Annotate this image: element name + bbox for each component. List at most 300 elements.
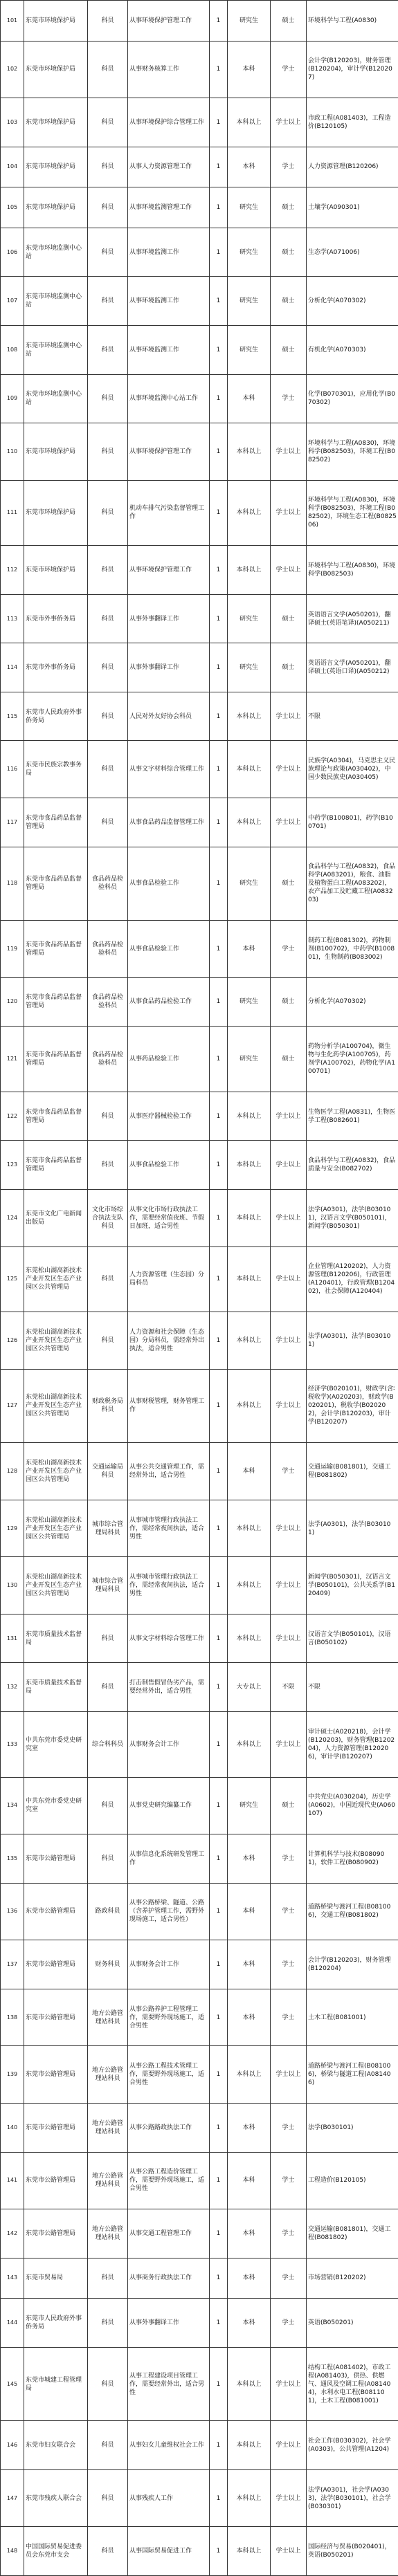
major-cell: 道路桥梁与渡河工程(B081006)，交通工程(B081802) xyxy=(307,1883,398,1940)
headcount-cell: 1 xyxy=(210,1883,228,1940)
duty-cell: 从事环境保护综合管理工作 xyxy=(128,98,210,147)
education-cell: 本科以上 xyxy=(228,1141,271,1190)
headcount-cell: 1 xyxy=(210,977,228,1027)
education-cell: 本科以上 xyxy=(228,2527,271,2576)
table-row xyxy=(1,741,398,798)
duty-cell: 打击制售假冒伪劣产品，需要经常外出，适合男性 xyxy=(128,1663,210,1712)
row-number-cell: 112 xyxy=(1,546,24,595)
position-cell: 科员 xyxy=(88,2469,128,2527)
table-row xyxy=(1,480,398,546)
row-number-cell: 133 xyxy=(1,1712,24,1778)
duty-cell: 从事环境保护管理工作 xyxy=(128,1,210,42)
table-row xyxy=(1,187,398,228)
position-cell: 地方公路管理站科员 xyxy=(88,2046,128,2104)
unit-cell: 东莞松山湖高新技术产业开发区生态产业园区公共管理局 xyxy=(24,1312,88,1370)
duty-cell: 从事文字材料综合管理工作 xyxy=(128,741,210,798)
headcount-cell: 1 xyxy=(210,847,228,921)
position-cell: 科员 xyxy=(88,1,128,42)
position-cell: 科员 xyxy=(88,98,128,147)
major-cell: 食品科学与工程(A0832)，食品质量与安全(B082702) xyxy=(307,1141,398,1190)
headcount-cell: 1 xyxy=(210,1,228,42)
row-number-cell: 117 xyxy=(1,798,24,847)
major-cell: 英语语言文学(A050201)，翻译硕士(英语口译)(A050212) xyxy=(307,643,398,692)
unit-cell: 东莞市公路管理局 xyxy=(24,2152,88,2209)
unit-cell: 东莞市环境保护局 xyxy=(24,147,88,187)
major-cell: 环境科学与工程(A0830)，环境科学(B082503) xyxy=(307,546,398,595)
headcount-cell: 1 xyxy=(210,228,228,277)
education-cell: 本科以上 xyxy=(228,2469,271,2527)
row-number-cell: 124 xyxy=(1,1189,24,1246)
degree-cell: 学士以上 xyxy=(271,2046,307,2104)
row-number-cell: 118 xyxy=(1,847,24,921)
row-number-cell: 131 xyxy=(1,1614,24,1663)
duty-cell: 从事外事翻译工作 xyxy=(128,643,210,692)
position-cell: 综合科科员 xyxy=(88,1712,128,1778)
duty-cell: 从事环境监测管理工作 xyxy=(128,187,210,228)
headcount-cell: 1 xyxy=(210,2299,228,2348)
unit-cell: 东莞市食品药品监督管理局 xyxy=(24,977,88,1027)
table-row xyxy=(1,98,398,147)
degree-cell: 学士以上 xyxy=(271,1312,307,1370)
headcount-cell: 1 xyxy=(210,1834,228,1884)
position-cell: 城市综合管理局科员 xyxy=(88,1557,128,1614)
table-row xyxy=(1,2152,398,2209)
position-cell: 地方公路管理站科员 xyxy=(88,1989,128,2046)
duty-cell: 从事环境监测工作 xyxy=(128,277,210,326)
education-cell: 本科 xyxy=(228,1443,271,1500)
row-number-cell: 126 xyxy=(1,1312,24,1370)
table-row xyxy=(1,2103,398,2152)
headcount-cell: 1 xyxy=(210,2527,228,2576)
duty-cell: 从事环境保护管理工作 xyxy=(128,423,210,481)
position-cell: 城市综合管理局科员 xyxy=(88,1500,128,1557)
position-cell: 科员 xyxy=(88,546,128,595)
degree-cell: 学士 xyxy=(271,374,307,423)
duty-cell: 从事残疾人工作 xyxy=(128,2469,210,2527)
education-cell: 本科以上 xyxy=(228,1614,271,1663)
degree-cell: 硕士 xyxy=(271,1027,307,1092)
education-cell: 本科以上 xyxy=(228,2421,271,2470)
row-number-cell: 122 xyxy=(1,1092,24,1141)
major-cell: 人力资源管理(B120206) xyxy=(307,147,398,187)
row-number-cell: 123 xyxy=(1,1141,24,1190)
duty-cell: 从事文字材料综合管理工作 xyxy=(128,1614,210,1663)
table-row xyxy=(1,798,398,847)
table-row xyxy=(1,1940,398,1989)
major-cell: 法学(A0301)，法学(B030101) xyxy=(307,1500,398,1557)
duty-cell: 从事城市管理行政执法工作，需经常夜间执法，适合男性 xyxy=(128,1557,210,1614)
degree-cell: 学士 xyxy=(271,921,307,978)
degree-cell: 学士以上 xyxy=(271,98,307,147)
row-number-cell: 136 xyxy=(1,1883,24,1940)
row-number-cell: 101 xyxy=(1,1,24,42)
row-number-cell: 125 xyxy=(1,1246,24,1312)
degree-cell: 学士 xyxy=(271,1883,307,1940)
unit-cell: 东莞市环境监测中心站 xyxy=(24,228,88,277)
duty-cell: 从事财务会计工作 xyxy=(128,1712,210,1778)
major-cell: 道路桥梁与渡河工程(B081006)，桥梁与隧道工程(A081406) xyxy=(307,2046,398,2104)
position-cell: 科员 xyxy=(88,41,128,98)
major-cell: 会计学(B120203)，财务管理(B120204) xyxy=(307,1940,398,1989)
position-cell: 科员 xyxy=(88,692,128,741)
degree-cell: 学士以上 xyxy=(271,798,307,847)
row-number-cell: 106 xyxy=(1,228,24,277)
duty-cell: 机动车排气污染监督管理工作 xyxy=(128,480,210,546)
position-cell: 交通运输局科员 xyxy=(88,1443,128,1500)
degree-cell: 硕士 xyxy=(271,277,307,326)
degree-cell: 学士 xyxy=(271,1834,307,1884)
row-number-cell: 121 xyxy=(1,1027,24,1092)
education-cell: 本科以上 xyxy=(228,741,271,798)
row-number-cell: 134 xyxy=(1,1777,24,1834)
unit-cell: 东莞市公路管理局 xyxy=(24,2209,88,2258)
major-cell: 企业管理(A120202)，人力资源管理(B120206)，行政管理(A120401)，行政管理(B120402)，社会保障(A120404) xyxy=(307,1246,398,1312)
duty-cell: 从事公路养护工程管理工作，需要野外现场施工，适合男性 xyxy=(128,1989,210,2046)
table-row xyxy=(1,1557,398,1614)
major-cell: 英语语言文学(A050201)，翻译硕士(英语笔译)(A050211) xyxy=(307,594,398,643)
headcount-cell: 1 xyxy=(210,2469,228,2527)
major-cell: 英语(B050201) xyxy=(307,2299,398,2348)
unit-cell: 东莞市外事侨务局 xyxy=(24,594,88,643)
headcount-cell: 1 xyxy=(210,1500,228,1557)
headcount-cell: 1 xyxy=(210,546,228,595)
education-cell: 本科以上 xyxy=(228,423,271,481)
major-cell: 交通运输(B081801)，交通工程(B081802) xyxy=(307,1443,398,1500)
education-cell: 研究生 xyxy=(228,977,271,1027)
unit-cell: 东莞市公路管理局 xyxy=(24,2103,88,2152)
education-cell: 本科 xyxy=(228,1989,271,2046)
position-cell: 科员 xyxy=(88,2347,128,2421)
headcount-cell: 1 xyxy=(210,2347,228,2421)
headcount-cell: 1 xyxy=(210,423,228,481)
unit-cell: 东莞市质量技术监督局 xyxy=(24,1663,88,1712)
unit-cell: 东莞市食品药品监督管理局 xyxy=(24,847,88,921)
degree-cell: 学士以上 xyxy=(271,546,307,595)
headcount-cell: 1 xyxy=(210,594,228,643)
table-row xyxy=(1,977,398,1027)
degree-cell: 学士 xyxy=(271,2209,307,2258)
row-number-cell: 145 xyxy=(1,2347,24,2421)
unit-cell: 东莞市食品药品监督管理局 xyxy=(24,1141,88,1190)
duty-cell: 从事公路桥梁、隧道、公路（含养护管理工作，需野外现场施工，适合男性） xyxy=(128,1883,210,1940)
position-cell: 科员 xyxy=(88,1141,128,1190)
major-cell: 法学(B030101) xyxy=(307,2103,398,2152)
unit-cell: 东莞市文化广电新闻出版局 xyxy=(24,1189,88,1246)
degree-cell: 硕士 xyxy=(271,228,307,277)
unit-cell: 东莞市食品药品监督管理局 xyxy=(24,1027,88,1092)
major-cell: 计算机科学与技术(B080901)，软件工程(B080902) xyxy=(307,1834,398,1884)
position-cell: 科员 xyxy=(88,741,128,798)
table-row xyxy=(1,2046,398,2104)
education-cell: 研究生 xyxy=(228,187,271,228)
major-cell: 分析化学(A070302) xyxy=(307,977,398,1027)
education-cell: 本科 xyxy=(228,2258,271,2299)
table-row xyxy=(1,1189,398,1246)
row-number-cell: 142 xyxy=(1,2209,24,2258)
duty-cell: 从事财税管理，财务管理工作 xyxy=(128,1369,210,1443)
degree-cell: 硕士 xyxy=(271,643,307,692)
headcount-cell: 1 xyxy=(210,741,228,798)
degree-cell: 学士以上 xyxy=(271,1246,307,1312)
row-number-cell: 114 xyxy=(1,643,24,692)
degree-cell: 学士以上 xyxy=(271,480,307,546)
table-row xyxy=(1,1443,398,1500)
headcount-cell: 1 xyxy=(210,921,228,978)
row-number-cell: 141 xyxy=(1,2152,24,2209)
major-cell: 不限 xyxy=(307,1663,398,1712)
education-cell: 本科 xyxy=(228,41,271,98)
education-cell: 本科以上 xyxy=(228,1246,271,1312)
major-cell: 不限 xyxy=(307,692,398,741)
table-row xyxy=(1,2347,398,2421)
duty-cell: 从事药品检验工作 xyxy=(128,1027,210,1092)
table-row xyxy=(1,1614,398,1663)
row-number-cell: 132 xyxy=(1,1663,24,1712)
table-row xyxy=(1,147,398,187)
headcount-cell: 1 xyxy=(210,1027,228,1092)
headcount-cell: 1 xyxy=(210,798,228,847)
major-cell: 民族学(A0304)，马克思主义民族理论与政策(A030402)，中国少数民族史(A030405) xyxy=(307,741,398,798)
degree-cell: 学士以上 xyxy=(271,1092,307,1141)
unit-cell: 东莞市外事侨务局 xyxy=(24,643,88,692)
duty-cell: 人民对外友好协会科员 xyxy=(128,692,210,741)
table-row xyxy=(1,277,398,326)
headcount-cell: 1 xyxy=(210,1989,228,2046)
degree-cell: 学士以上 xyxy=(271,1557,307,1614)
unit-cell: 东莞市食品药品监督管理局 xyxy=(24,921,88,978)
unit-cell: 东莞松山湖高新技术产业开发区生态产业园区公共管理局 xyxy=(24,1369,88,1443)
duty-cell: 人力资源管理（生态园）分局科员 xyxy=(128,1246,210,1312)
unit-cell: 东莞市环境保护局 xyxy=(24,187,88,228)
duty-cell: 从事国际贸易促进工作 xyxy=(128,2527,210,2576)
major-cell: 汉语言文学(B050101)，汉语言(B050102) xyxy=(307,1614,398,1663)
position-cell: 科员 xyxy=(88,1312,128,1370)
unit-cell: 东莞市贸易局 xyxy=(24,2258,88,2299)
education-cell: 研究生 xyxy=(228,1777,271,1834)
position-cell: 财务科员 xyxy=(88,1940,128,1989)
table-row xyxy=(1,2469,398,2527)
duty-cell: 从事商务行政执法工作 xyxy=(128,2258,210,2299)
major-cell: 生态学(A071006) xyxy=(307,228,398,277)
education-cell: 大专以上 xyxy=(228,1663,271,1712)
education-cell: 研究生 xyxy=(228,1,271,42)
table-row xyxy=(1,1989,398,2046)
table-row xyxy=(1,1883,398,1940)
education-cell: 本科以上 xyxy=(228,1092,271,1141)
major-cell: 市政工程(A081403)，工程造价(B120105) xyxy=(307,98,398,147)
position-cell: 科员 xyxy=(88,423,128,481)
row-number-cell: 139 xyxy=(1,2046,24,2104)
duty-cell: 从事文化市场行政执法工作，需要经常值夜班、节假日加班，适合男性 xyxy=(128,1189,210,1246)
position-cell: 地方公路管理站科员 xyxy=(88,2152,128,2209)
unit-cell: 东莞市食品药品监督管理局 xyxy=(24,798,88,847)
degree-cell: 学士以上 xyxy=(271,2469,307,2527)
unit-cell: 东莞市公路管理局 xyxy=(24,1989,88,2046)
degree-cell: 学士以上 xyxy=(271,1189,307,1246)
headcount-cell: 1 xyxy=(210,480,228,546)
degree-cell: 学士 xyxy=(271,2299,307,2348)
row-number-cell: 130 xyxy=(1,1557,24,1614)
education-cell: 本科以上 xyxy=(228,1189,271,1246)
position-cell: 科员 xyxy=(88,147,128,187)
position-cell: 科员 xyxy=(88,798,128,847)
row-number-cell: 127 xyxy=(1,1369,24,1443)
headcount-cell: 1 xyxy=(210,187,228,228)
education-cell: 本科以上 xyxy=(228,692,271,741)
headcount-cell: 1 xyxy=(210,277,228,326)
degree-cell: 学士 xyxy=(271,1443,307,1500)
headcount-cell: 1 xyxy=(210,1092,228,1141)
major-cell: 审计硕士(A020218)，会计学(B120203)，财务管理(B120204)，人力资源管理(B120206)，审计学(B120207) xyxy=(307,1712,398,1778)
position-cell: 科员 xyxy=(88,1777,128,1834)
position-cell: 科员 xyxy=(88,187,128,228)
position-cell: 地方公路管理站科员 xyxy=(88,2209,128,2258)
table-row xyxy=(1,374,398,423)
unit-cell: 东莞市妇女联合会 xyxy=(24,2421,88,2470)
unit-cell: 中共东莞市委党史研究室 xyxy=(24,1712,88,1778)
row-number-cell: 113 xyxy=(1,594,24,643)
unit-cell: 东莞市城建工程管理局 xyxy=(24,2347,88,2421)
unit-cell: 东莞市残疾人联合会 xyxy=(24,2469,88,2527)
education-cell: 本科 xyxy=(228,1834,271,1884)
duty-cell: 从事食品药品检验工作 xyxy=(128,977,210,1027)
position-cell: 科员 xyxy=(88,2527,128,2576)
duty-cell: 从事公共交通管理工作，需经常外出，适合男性 xyxy=(128,1443,210,1500)
degree-cell: 硕士 xyxy=(271,325,307,374)
headcount-cell: 1 xyxy=(210,147,228,187)
position-cell: 科员 xyxy=(88,228,128,277)
major-cell: 有机化学(A070303) xyxy=(307,325,398,374)
duty-cell: 从事财务核算工作 xyxy=(128,41,210,98)
position-cell: 科员 xyxy=(88,2299,128,2348)
position-cell: 科员 xyxy=(88,594,128,643)
unit-cell: 东莞市环境保护局 xyxy=(24,423,88,481)
degree-cell: 学士以上 xyxy=(271,1712,307,1778)
degree-cell: 学士以上 xyxy=(271,1141,307,1190)
degree-cell: 学士 xyxy=(271,2152,307,2209)
row-number-cell: 137 xyxy=(1,1940,24,1989)
position-cell: 食品药品检验科员 xyxy=(88,1027,128,1092)
major-cell: 国际经济与贸易(B020401)，英语(B050201) xyxy=(307,2527,398,2576)
education-cell: 本科 xyxy=(228,2152,271,2209)
row-number-cell: 147 xyxy=(1,2469,24,2527)
table-row xyxy=(1,1500,398,1557)
position-cell: 科员 xyxy=(88,480,128,546)
unit-cell: 东莞松山湖高新技术产业开发区生态产业园区公共管理局 xyxy=(24,1500,88,1557)
table-row xyxy=(1,1092,398,1141)
position-cell: 食品药品检验科员 xyxy=(88,921,128,978)
unit-cell: 东莞市人民政府外事侨务局 xyxy=(24,2299,88,2348)
duty-cell: 从事妇女儿童维权社会工作 xyxy=(128,2421,210,2470)
degree-cell: 学士以上 xyxy=(271,1500,307,1557)
education-cell: 本科 xyxy=(228,147,271,187)
unit-cell: 东莞市人民政府外事侨务局 xyxy=(24,692,88,741)
major-cell: 化学(B070301)，应用化学(B070302) xyxy=(307,374,398,423)
major-cell: 土木工程(B081001) xyxy=(307,1989,398,2046)
position-cell: 文化市场综合执法支队科员 xyxy=(88,1189,128,1246)
table-row xyxy=(1,1027,398,1092)
duty-cell: 从事环境监测中心站工作 xyxy=(128,374,210,423)
duty-cell: 从事环境监测工作 xyxy=(128,325,210,374)
duty-cell: 从事城市管理行政执法工作，需经常夜间执法，适合男性 xyxy=(128,1500,210,1557)
row-number-cell: 128 xyxy=(1,1443,24,1500)
duty-cell: 从事公路工程造价管理工作，需要野外现场施工，适合男性 xyxy=(128,2152,210,2209)
education-cell: 本科 xyxy=(228,374,271,423)
table-row xyxy=(1,643,398,692)
duty-cell: 从事食品检验工作 xyxy=(128,1141,210,1190)
row-number-cell: 115 xyxy=(1,692,24,741)
education-cell: 本科以上 xyxy=(228,1712,271,1778)
duty-cell: 从事公路工程技术管理工作，需要野外现场施工，适合男性 xyxy=(128,2046,210,2104)
row-number-cell: 138 xyxy=(1,1989,24,2046)
duty-cell: 从事信息化系统研发管理工作 xyxy=(128,1834,210,1884)
duty-cell: 从事食品检验工作 xyxy=(128,847,210,921)
major-cell: 工程造价(B120105) xyxy=(307,2152,398,2209)
unit-cell: 东莞市环境保护局 xyxy=(24,1,88,42)
major-cell: 交通运输(B081801)，交通工程(B081802) xyxy=(307,2209,398,2258)
headcount-cell: 1 xyxy=(210,2209,228,2258)
table-row xyxy=(1,692,398,741)
headcount-cell: 1 xyxy=(210,1663,228,1712)
table-row xyxy=(1,594,398,643)
unit-cell: 东莞市环境监测中心站 xyxy=(24,277,88,326)
major-cell: 环境科学与工程(A0830)，环境科学(B082503)，环境工程(B082502)，环境生态工程(B082506) xyxy=(307,480,398,546)
unit-cell: 东莞市公路管理局 xyxy=(24,1834,88,1884)
row-number-cell: 105 xyxy=(1,187,24,228)
row-number-cell: 144 xyxy=(1,2299,24,2348)
unit-cell: 东莞市环境保护局 xyxy=(24,41,88,98)
headcount-cell: 1 xyxy=(210,41,228,98)
headcount-cell: 1 xyxy=(210,1557,228,1614)
headcount-cell: 1 xyxy=(210,1712,228,1778)
major-cell: 制药工程(B081302)，药物制剂(B100702)，中药学(B100801)，生物制药(B083002) xyxy=(307,921,398,978)
table-row xyxy=(1,546,398,595)
position-cell: 地方公路管理站科员 xyxy=(88,2103,128,2152)
degree-cell: 学士以上 xyxy=(271,2347,307,2421)
degree-cell: 硕士 xyxy=(271,187,307,228)
row-number-cell: 116 xyxy=(1,741,24,798)
row-number-cell: 135 xyxy=(1,1834,24,1884)
duty-cell: 从事食品检验工作 xyxy=(128,921,210,978)
duty-cell: 从事外事翻译工作 xyxy=(128,2299,210,2348)
table-row xyxy=(1,1,398,42)
row-number-cell: 109 xyxy=(1,374,24,423)
degree-cell: 学士以上 xyxy=(271,741,307,798)
headcount-cell: 1 xyxy=(210,1189,228,1246)
unit-cell: 中国国际贸易促进委员会东莞市支会 xyxy=(24,2527,88,2576)
duty-cell: 从事食品药品监督管理工作 xyxy=(128,798,210,847)
unit-cell: 东莞市环境保护局 xyxy=(24,98,88,147)
table-row xyxy=(1,921,398,978)
major-cell: 法学(A0301)，社会学(A0303)，法学(B030101)，社会学(B030301) xyxy=(307,2469,398,2527)
row-number-cell: 108 xyxy=(1,325,24,374)
education-cell: 研究生 xyxy=(228,643,271,692)
major-cell: 会计学(B120203)，财务管理(B120204)，审计学(B120207) xyxy=(307,41,398,98)
unit-cell: 东莞市环境监测中心站 xyxy=(24,325,88,374)
duty-cell: 从事公路路政执法工作 xyxy=(128,2103,210,2152)
degree-cell: 学士 xyxy=(271,1940,307,1989)
major-cell: 法学(A0301)，法学(B030101) xyxy=(307,1312,398,1370)
degree-cell: 学士 xyxy=(271,2103,307,2152)
position-cell: 路政科员 xyxy=(88,1883,128,1940)
row-number-cell: 119 xyxy=(1,921,24,978)
unit-cell: 东莞市食品药品监督管理局 xyxy=(24,1092,88,1141)
education-cell: 本科以上 xyxy=(228,1500,271,1557)
row-number-cell: 104 xyxy=(1,147,24,187)
degree-cell: 硕士 xyxy=(271,1777,307,1834)
degree-cell: 不限 xyxy=(271,1663,307,1712)
duty-cell: 从事外事翻译工作 xyxy=(128,594,210,643)
